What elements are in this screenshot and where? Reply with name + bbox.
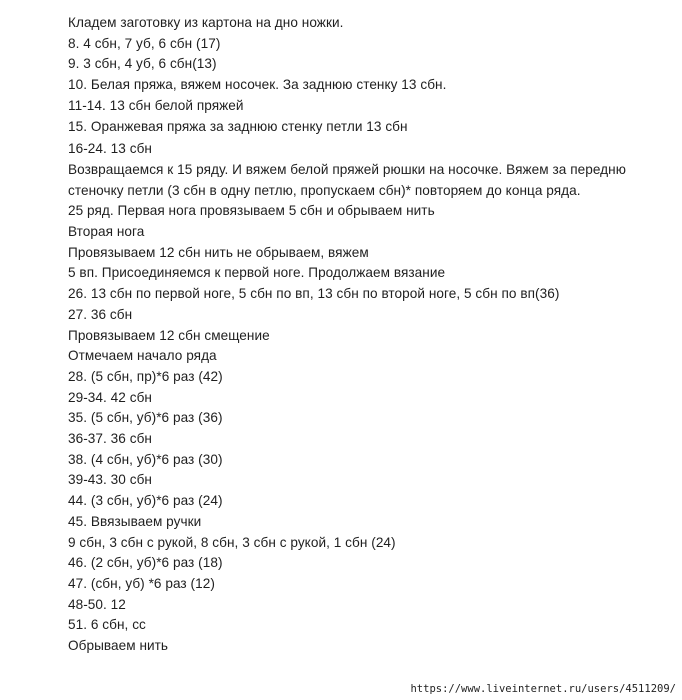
text-line: 11-14. 13 сбн белой пряжей: [68, 97, 244, 113]
text-line: 29-34. 42 сбн: [68, 389, 152, 405]
text-line: 35. (5 сбн, уб)*6 раз (36): [68, 410, 223, 426]
text-line: 5 вп. Присоединяемся к первой ноге. Продолжаем вязание: [68, 265, 446, 281]
text-line: 8. 4 сбн, 7 уб, 6 сбн (17): [68, 35, 221, 51]
text-line: 38. (4 сбн, уб)*6 раз (30): [68, 451, 223, 467]
text-line: 47. (сбн, уб) *6 раз (12): [68, 575, 215, 591]
text-line: 16-24. 13 сбн: [68, 141, 152, 157]
text-line: 48-50. 12: [68, 596, 126, 612]
text-line: 28. (5 сбн, пр)*6 раз (42): [68, 368, 223, 384]
document-body: [68, 13, 668, 657]
text-line: Провязываем 12 сбн смещение: [68, 327, 270, 343]
text-line: 44. (3 сбн, уб)*6 раз (24): [68, 493, 223, 509]
text-line: 10. Белая пряжа, вяжем носочек. За заднюю стенку 13 сбн.: [68, 77, 447, 93]
text-line: 39-43. 30 сбн: [68, 472, 152, 488]
text-paragraph: Возвращаемся к 15 ряду. И вяжем белой пряжей рюшки на носочке. Вяжем за передню стеночку петли (3 сбн в одну петлю, пропускаем сбн)* повторяем до конца ряда.: [68, 161, 626, 198]
text-line: Отмечаем начало ряда: [68, 348, 217, 364]
text-line: Провязываем 12 сбн нить не обрываем, вяжем: [68, 244, 369, 260]
text-line: Кладем заготовку из картона на дно ножки.: [68, 15, 344, 30]
text-line: 45. Ввязываем ручки: [68, 513, 202, 529]
text-line: 46. (2 сбн, уб)*6 раз (18): [68, 555, 223, 571]
text-line: Обрываем нить: [68, 638, 169, 654]
text-line: 15. Оранжевая пряжа за заднюю стенку петли 13 сбн: [68, 118, 408, 134]
text-line: 9 сбн, 3 сбн с рукой, 8 сбн, 3 сбн с рукой, 1 сбн (24): [68, 534, 396, 550]
text-line: 51. 6 сбн, сс: [68, 617, 146, 633]
text-line: 36-37. 36 сбн: [68, 431, 152, 447]
text-line: 9. 3 сбн, 4 уб, 6 сбн(13): [68, 56, 217, 72]
text-line: Вторая нога: [68, 224, 145, 240]
watermark-url: https://www.liveinternet.ru/users/4511209/: [410, 683, 676, 695]
text-line: 26. 13 сбн по первой ноге, 5 сбн по вп, 13 сбн по второй ноге, 5 сбн по вп(36): [68, 286, 560, 302]
text-line: 27. 36 сбн: [68, 306, 133, 322]
text-line: 25 ряд. Первая нога провязываем 5 сбн и обрываем нить: [68, 203, 435, 219]
